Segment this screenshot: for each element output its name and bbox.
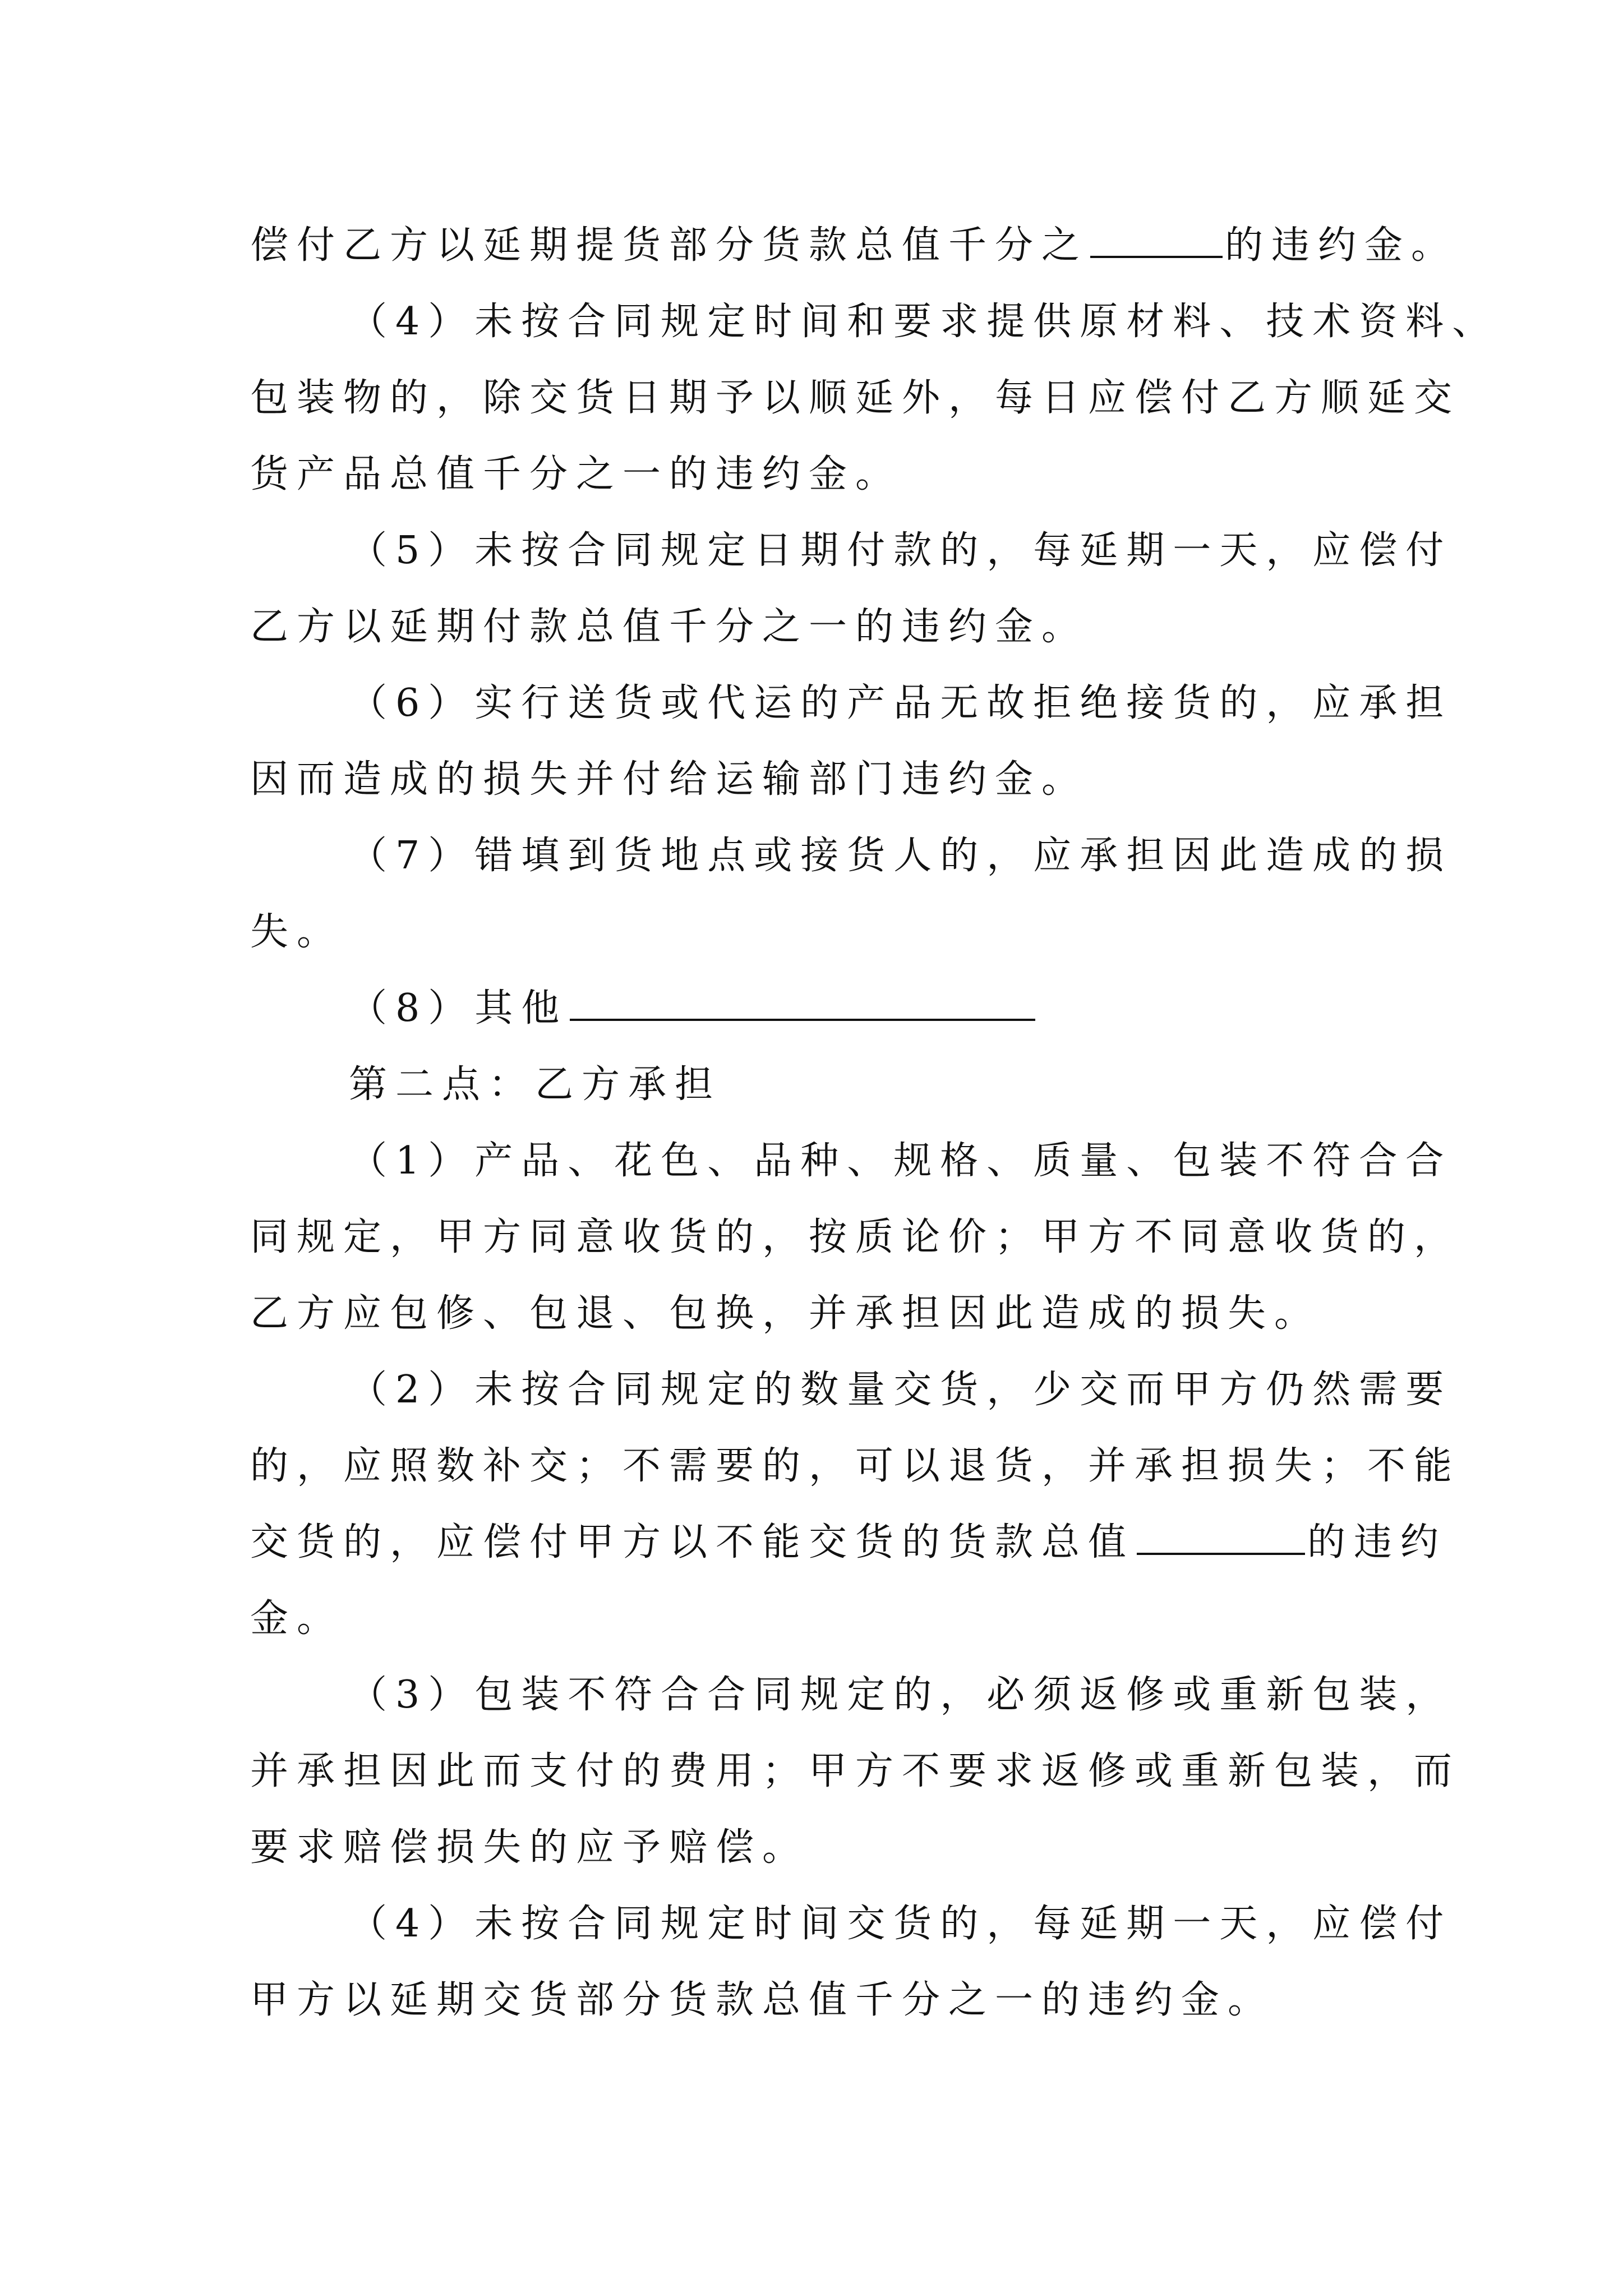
line-text: 乙方以延期付款总值千分之一的违约金。 <box>250 605 1089 649</box>
text-line <box>250 1428 1461 1504</box>
text-line <box>250 436 1417 513</box>
line-text: （7）错填到货地点或接货人的，应承担因此造成的损 <box>349 834 1453 878</box>
line-text: 的，应照数补交；不需要的，可以退货，并承担损失；不能 <box>250 1444 1461 1488</box>
line-text: 货产品总值千分之一的违约金。 <box>250 452 902 496</box>
line-text: （3）包装不符合合同规定的，必须返修或重新包装， <box>349 1673 1453 1717</box>
line-text: （5）未按合同规定日期付款的，每延期一天，应偿付 <box>349 528 1453 573</box>
fill-in-blank <box>570 984 1035 1021</box>
text-line <box>250 1733 1461 1810</box>
line-text: 第二点：乙方承担 <box>349 1062 722 1107</box>
text-line <box>250 589 1417 665</box>
fill-in-blank <box>1137 1518 1305 1555</box>
line-text: （2）未按合同规定的数量交货，少交而甲方仍然需要 <box>349 1368 1453 1412</box>
line-text: 交货的，应偿付甲方以不能交货的货款总值 <box>250 1520 1135 1565</box>
clause-8-line <box>250 970 1417 1047</box>
clause-5-line <box>250 513 1453 589</box>
text-line <box>250 208 1458 284</box>
line-text: （1）产品、花色、品种、规格、质量、包装不符合合 <box>349 1139 1453 1183</box>
clause-4-line <box>250 284 1499 360</box>
contract-text <box>250 208 1499 2039</box>
line-text: 同规定，甲方同意收货的，按质论价；甲方不同意收货的， <box>250 1215 1461 1259</box>
text-line <box>250 1810 1417 1886</box>
clause-2-line <box>250 1352 1453 1428</box>
text-line <box>250 1581 1417 1657</box>
line-text: 失。 <box>250 910 344 954</box>
line-text: （4）未按合同规定时间交货的，每延期一天，应偿付 <box>349 1902 1453 1946</box>
clause-4b-line <box>250 1886 1453 1962</box>
line-text: 乙方应包修、包退、包换，并承担因此造成的损失。 <box>250 1291 1321 1336</box>
clause-1-line <box>250 1123 1453 1199</box>
clause-6-line <box>250 665 1453 742</box>
clause-3-line <box>250 1657 1453 1733</box>
line-text: 的违约金。 <box>1225 223 1458 268</box>
text-line <box>250 1962 1417 2039</box>
section-heading <box>250 1047 1417 1123</box>
line-text: （4）未按合同规定时间和要求提供原材料、技术资料、 <box>349 300 1499 344</box>
text-line <box>250 1199 1461 1276</box>
line-text: 并承担因此而支付的费用；甲方不要求返修或重新包装，而 <box>250 1749 1461 1793</box>
text-line <box>250 894 1417 970</box>
clause-7-line <box>250 818 1453 894</box>
line-text: 金。 <box>250 1596 344 1641</box>
text-line <box>250 1504 1447 1581</box>
text-line <box>250 360 1461 436</box>
line-text: （6）实行送货或代运的产品无故拒绝接货的，应承担 <box>349 681 1453 725</box>
line-text: 要求赔偿损失的应予赔偿。 <box>250 1825 809 1870</box>
fill-in-blank <box>1090 221 1223 258</box>
line-text: 因而造成的损失并付给运输部门违约金。 <box>250 757 1089 802</box>
line-text: 偿付乙方以延期提货部分货款总值千分之 <box>250 223 1089 268</box>
text-line <box>250 742 1417 818</box>
line-text: 包装物的，除交货日期予以顺延外，每日应偿付乙方顺延交 <box>250 376 1461 420</box>
line-text: 甲方以延期交货部分货款总值千分之一的违约金。 <box>250 1978 1275 2022</box>
line-text: 的违约 <box>1307 1520 1447 1565</box>
text-line <box>250 1276 1417 1352</box>
line-text: （8）其他 <box>349 986 568 1030</box>
